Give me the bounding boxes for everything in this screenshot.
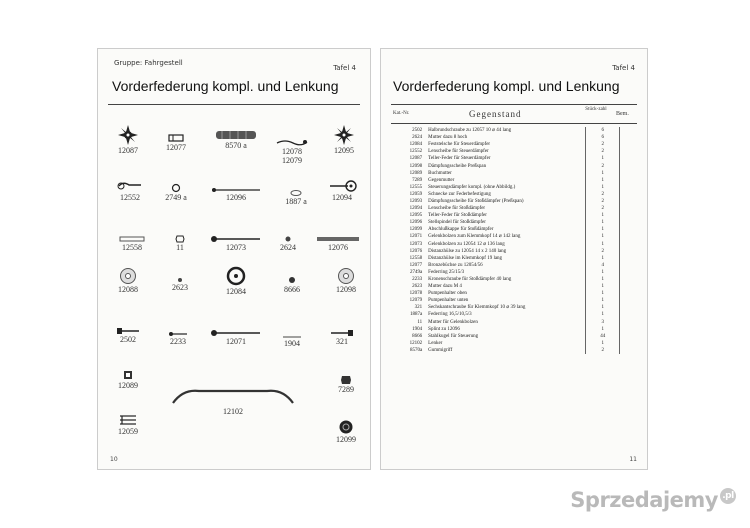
spacer-tube-icon	[315, 235, 361, 243]
pump-holder-icon	[275, 137, 309, 147]
cell-gegenstand: Gummigriff	[428, 347, 453, 353]
screw-icon	[115, 327, 141, 335]
cell-stueckzahl: 1	[586, 233, 620, 240]
parts-table	[391, 127, 647, 354]
cell-gegenstand: Stahlkugel für Steuerung	[428, 333, 479, 339]
table-row	[391, 262, 647, 269]
cell-bem	[620, 297, 647, 304]
cell-kat-nr: 11	[417, 319, 423, 325]
pivot-bolt-icon	[210, 235, 262, 243]
page-title: Vorderfederung kompl. und Lenkung	[393, 78, 620, 94]
col-header-gegenstand: Gegenstand	[469, 109, 522, 119]
cell-stueckzahl: 2	[586, 347, 620, 354]
cell-bem	[620, 177, 647, 184]
title-rule	[391, 104, 637, 105]
cell-stueckzahl: 1	[586, 269, 620, 276]
cell-gegenstand: Federring 16,5/10,5/3	[428, 312, 472, 318]
cell-gegenstand: Abschlußkappe für Stoßdämpfer	[428, 227, 494, 233]
part-12099: 12099	[324, 419, 368, 444]
part-12558: 12558	[110, 235, 154, 252]
cell-bem	[620, 205, 647, 212]
cell-gegenstand: Pumpenhalter oben	[428, 291, 467, 297]
cell-gegenstand: Mutter für Gelenkbolzen	[428, 319, 478, 325]
table-row	[391, 255, 647, 262]
part-1904: 1904	[270, 335, 314, 348]
cell-kat-nr: 12078	[409, 291, 423, 297]
header-rule	[391, 123, 637, 124]
part-12078-12079: 12078 12079	[270, 137, 314, 165]
cell-bem	[620, 233, 647, 240]
cell-gegenstand: Mutter dazu 8 hoch	[428, 135, 468, 141]
cell-kat-nr: 12552	[409, 149, 423, 155]
star-spring-icon	[117, 124, 139, 146]
cell-bem	[620, 127, 647, 134]
cell-kat-nr: 12073	[409, 241, 423, 247]
cell-stueckzahl: 2	[586, 141, 620, 148]
cell-kat-nr: 12095	[409, 213, 423, 219]
cell-kat-nr: 2624	[412, 135, 423, 141]
counter-nut-icon	[340, 375, 352, 385]
damping-washer-icon	[119, 267, 137, 285]
table-row	[391, 162, 647, 169]
table-row	[391, 170, 647, 177]
lever-washer-icon	[326, 179, 358, 193]
table-row	[391, 276, 647, 283]
col-header-kat: Kat.-Nr.	[393, 111, 410, 116]
nut-icon	[175, 235, 185, 243]
cell-bem	[620, 184, 647, 191]
part-2502: 2502	[106, 327, 150, 344]
cell-gegenstand: Schnecke zur Federbefestigung	[428, 191, 491, 197]
cell-kat-nr: 12102	[409, 340, 423, 346]
part-12087: 12087	[106, 124, 150, 155]
cell-kat-nr: 12558	[409, 255, 423, 261]
part-2624: 2624	[266, 235, 310, 252]
cell-bem	[620, 333, 647, 340]
cell-kat-nr: 12059	[409, 191, 423, 197]
table-row	[391, 311, 647, 318]
part-7289: 7289	[324, 375, 368, 394]
cell-stueckzahl: 1	[586, 177, 620, 184]
table-row	[391, 269, 647, 276]
cell-bem	[620, 290, 647, 297]
part-12076: 12076	[312, 235, 364, 252]
cell-gegenstand: Gelenkbolzen zu 12054 12 ⌀ 136 lang	[428, 241, 505, 247]
star-spring-icon	[333, 124, 355, 146]
table-row	[391, 205, 647, 212]
cell-stueckzahl: 4	[586, 262, 620, 269]
group-label: Gruppe: Fahrgestell	[114, 59, 183, 67]
cell-kat-nr: 12098	[409, 163, 423, 169]
part-2623: 2623	[158, 277, 202, 292]
page-number: 11	[629, 456, 637, 463]
cell-bem	[620, 304, 647, 311]
cell-stueckzahl: 1	[586, 311, 620, 318]
cell-stueckzahl: 1	[586, 155, 620, 162]
cell-stueckzahl: 1	[586, 297, 620, 304]
cell-gegenstand: Halbrundschraube zu 12057 10 ⌀ 44 lang	[428, 128, 512, 134]
title-rule	[108, 104, 360, 105]
cell-bem	[620, 241, 647, 248]
part-12095: 12095	[322, 124, 366, 155]
part-12059: 12059	[106, 413, 150, 436]
cell-gegenstand: Stellspindel für Stoßdämpfer	[428, 220, 486, 226]
cell-stueckzahl: 2	[586, 248, 620, 255]
table-row	[391, 290, 647, 297]
watermark-logo: Sprzedajemy .pl	[570, 488, 736, 512]
cell-bem	[620, 283, 647, 290]
part-2749a: 2749 a	[154, 183, 198, 202]
nut-icon	[283, 235, 293, 243]
table-row	[391, 347, 647, 354]
table-row	[391, 333, 647, 340]
cell-gegenstand: Lenscheibe für Stoßdämpfer	[428, 206, 486, 212]
cell-stueckzahl: 6	[586, 127, 620, 134]
part-1887a: 1887 a	[274, 189, 318, 206]
cell-kat-nr: 12087	[409, 156, 423, 162]
cell-stueckzahl: 1	[586, 255, 620, 262]
bush-nut-icon	[121, 369, 135, 381]
cell-stueckzahl: 1	[586, 326, 620, 333]
left-page	[97, 48, 371, 470]
part-12089: 12089	[106, 369, 150, 390]
part-12088: 12088	[106, 267, 150, 294]
cell-bem	[620, 248, 647, 255]
cell-bem	[620, 170, 647, 177]
cell-gegenstand: Dämpfungsscheibe Preßspan	[428, 163, 487, 169]
bushing-icon	[167, 133, 185, 143]
cell-gegenstand: Gelenkbolzen zum Klemmkopf 14 ⌀ 142 lang	[428, 234, 521, 240]
table-row	[391, 340, 647, 347]
cell-kat-nr: 12089	[409, 170, 423, 176]
cell-kat-nr: 12096	[409, 220, 423, 226]
part-8666: 8666	[270, 275, 314, 294]
cell-gegenstand: Pumpenhalter unten	[428, 298, 469, 304]
cell-kat-nr: 1904	[412, 326, 423, 332]
table-row	[391, 297, 647, 304]
col-header-bem: Bem.	[616, 111, 629, 117]
lever-washer-icon	[115, 179, 145, 193]
cell-stueckzahl: 1	[586, 241, 620, 248]
table-row	[391, 177, 647, 184]
table-row	[391, 248, 647, 255]
spring-ring-icon	[289, 189, 303, 197]
page-number: 10	[110, 456, 118, 463]
cell-gegenstand: Steuerungsdämpfer kompl. (ohne Abbildg.)	[428, 184, 516, 190]
steel-ball-icon	[287, 275, 297, 285]
cell-stueckzahl: 1	[586, 170, 620, 177]
cell-stueckzahl: 1	[586, 304, 620, 311]
cell-stueckzahl: 1	[586, 340, 620, 347]
part-8570a: 8570 a	[210, 129, 262, 150]
cell-bem	[620, 162, 647, 169]
part-11: 11	[158, 235, 202, 252]
table-row	[391, 319, 647, 326]
sleeve-icon	[118, 235, 146, 243]
part-12096: 12096	[208, 187, 264, 202]
cell-kat-nr: 321	[414, 305, 423, 311]
pivot-bolt-icon	[210, 329, 262, 337]
table-row	[391, 241, 647, 248]
hex-screw-icon	[329, 329, 355, 337]
cell-gegenstand: Kronenschraube für Stoßdämpfer 40 lang	[428, 277, 512, 283]
cell-stueckzahl: 6	[586, 134, 620, 141]
cell-stueckzahl: 1	[586, 226, 620, 233]
cell-bem	[620, 347, 647, 354]
cell-bem	[620, 141, 647, 148]
table-row	[391, 233, 647, 240]
cell-kat-nr: 12555	[409, 184, 423, 190]
cell-gegenstand: Dämpfungsscheibe für Stoßdämpfer (Preßspan)	[428, 198, 524, 204]
cell-bem	[620, 226, 647, 233]
table-row	[391, 191, 647, 198]
table-row	[391, 326, 647, 333]
table-row	[391, 226, 647, 233]
spring-ring-icon	[171, 183, 181, 193]
handlebar-icon	[169, 385, 297, 407]
cell-kat-nr: 12099	[409, 227, 423, 233]
cell-bem	[620, 191, 647, 198]
cell-bem	[620, 198, 647, 205]
cell-stueckzahl: 1	[586, 276, 620, 283]
cell-kat-nr: 8666	[412, 333, 423, 339]
cell-bem	[620, 269, 647, 276]
table-row	[391, 155, 647, 162]
cell-gegenstand: Buchmutter	[428, 170, 452, 176]
cell-gegenstand: Teller-Feder für Steuerdämpfer	[428, 156, 491, 162]
cell-bem	[620, 255, 647, 262]
table-row	[391, 141, 647, 148]
cell-stueckzahl: 3	[586, 319, 620, 326]
table-row	[391, 198, 647, 205]
part-12071: 12071	[208, 329, 264, 346]
cell-bem	[620, 340, 647, 347]
table-row	[391, 212, 647, 219]
part-321: 321	[320, 329, 364, 346]
cell-kat-nr: 7289	[412, 177, 423, 183]
cell-gegenstand: Splint zu 12096	[428, 326, 460, 332]
cell-kat-nr: 1887a	[409, 312, 423, 318]
cell-stueckzahl: 2	[586, 148, 620, 155]
cell-bem	[620, 262, 647, 269]
part-12077: 12077	[154, 133, 198, 152]
cell-kat-nr: 12084	[409, 142, 423, 148]
part-12084: 12084	[214, 265, 258, 296]
cell-bem	[620, 326, 647, 333]
worm-screw-icon	[117, 413, 139, 427]
fixing-disc-icon	[225, 265, 247, 287]
cell-gegenstand: Distanzhülse zu 12054 14 x 2 140 lang	[428, 248, 507, 254]
part-2233: 2233	[156, 331, 200, 346]
cell-stueckzahl: 2	[586, 162, 620, 169]
cell-stueckzahl: 1	[586, 290, 620, 297]
col-header-stueckzahl: Stück-zahl	[585, 107, 607, 112]
cell-stueckzahl: 1	[586, 184, 620, 191]
cell-kat-nr: 12093	[409, 198, 423, 204]
cell-kat-nr: 12094	[409, 206, 423, 212]
page-title: Vorderfederung kompl. und Lenkung	[112, 78, 339, 94]
cell-bem	[620, 219, 647, 226]
part-12073: 12073	[208, 235, 264, 252]
part-12094: 12094	[320, 179, 364, 202]
part-12098: 12098	[324, 267, 368, 294]
cell-kat-nr: 12071	[409, 234, 423, 240]
table-row	[391, 304, 647, 311]
cell-stueckzahl: 1	[586, 219, 620, 226]
cell-stueckzahl: 1	[586, 283, 620, 290]
cell-gegenstand: Lenker	[428, 340, 443, 346]
cell-kat-nr: 2502	[412, 128, 423, 134]
cell-bem	[620, 134, 647, 141]
cell-bem	[620, 276, 647, 283]
cell-gegenstand: Mutter dazu M 4	[428, 284, 462, 290]
cell-gegenstand: Gegenmutter	[428, 177, 455, 183]
table-row	[391, 148, 647, 155]
cell-gegenstand: Feststelsche für Steuerdämpfer	[428, 142, 491, 148]
cell-kat-nr: 2233	[412, 277, 423, 283]
rubber-grip-icon	[214, 129, 258, 141]
table-row	[391, 184, 647, 191]
cell-kat-nr: 12076	[409, 248, 423, 254]
cell-gegenstand: Bronzebüchse zu 12054/56	[428, 262, 483, 268]
cell-stueckzahl: 2	[586, 198, 620, 205]
plate-label: Tafel 4	[333, 64, 356, 72]
part-12552: 12552	[108, 179, 152, 202]
cell-bem	[620, 148, 647, 155]
cell-kat-nr: 2749a	[409, 269, 423, 275]
cell-kat-nr: 8570a	[409, 347, 423, 353]
cell-bem	[620, 212, 647, 219]
table-row	[391, 134, 647, 141]
cell-gegenstand: Sechskantschraube für Klemmkopf 10 ⌀ 39 lang	[428, 305, 526, 311]
plate-label: Tafel 4	[612, 64, 635, 72]
right-page	[380, 48, 648, 470]
cell-kat-nr: 12077	[409, 262, 423, 268]
cell-stueckzahl: 2	[586, 205, 620, 212]
table-row	[391, 283, 647, 290]
cell-kat-nr: 2623	[412, 284, 423, 290]
cell-stueckzahl: 44	[586, 333, 620, 340]
table-row	[391, 127, 647, 134]
end-cap-icon	[338, 419, 354, 435]
cell-bem	[620, 155, 647, 162]
cell-stueckzahl: 2	[586, 191, 620, 198]
part-12102: 12102	[168, 385, 298, 416]
cell-bem	[620, 319, 647, 326]
cell-gegenstand: Lenscheibe für Steuerdämpfer	[428, 149, 489, 155]
cell-gegenstand: Teller-Feder für Stoßdämpfer	[428, 213, 487, 219]
cell-gegenstand: Distanzhülse im Klemmkopf 19 lang	[428, 255, 503, 261]
cell-bem	[620, 311, 647, 318]
damping-washer-icon	[337, 267, 355, 285]
cell-stueckzahl: 1	[586, 212, 620, 219]
table-row	[391, 219, 647, 226]
cell-gegenstand: Federring 25/15/3	[428, 269, 465, 275]
cell-kat-nr: 12079	[409, 298, 423, 304]
